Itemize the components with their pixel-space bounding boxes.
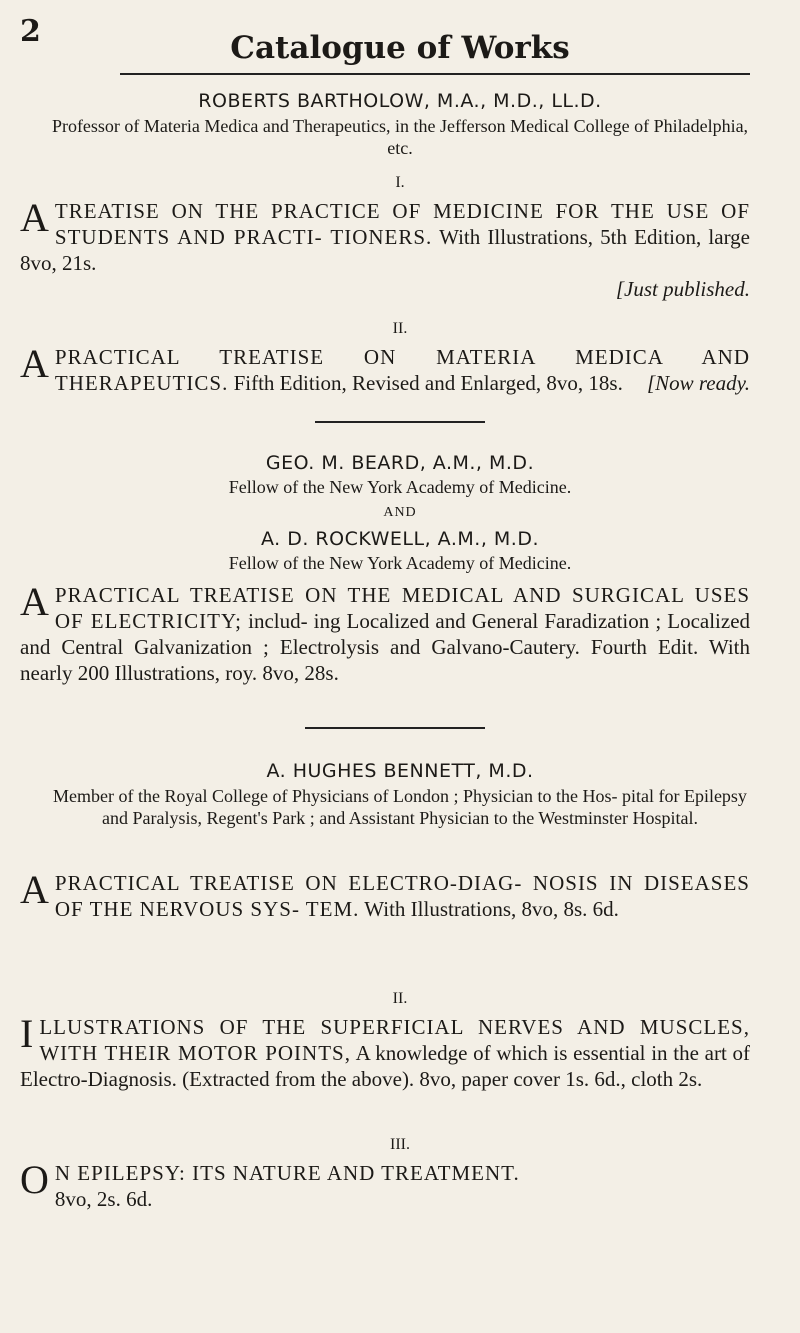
book-details: With Illustrations, 8vo, 8s. 6d. [364,897,619,921]
book-entry [20,867,750,922]
book-details: A knowledge of which is essential in the art of Electro-Diagnosis. (Extracted from the above). 8vo, paper cover 1s. 6d., cloth 2s. [20,1041,751,1091]
book-status: [Just published. [615,277,750,301]
book-details: Fifth Edition, Revised and Enlarged, 8vo, 18s. [233,371,623,395]
item-number: II. [392,320,408,337]
book-entry [20,1157,750,1212]
affiliation-bennett: Member of the Royal College of Physicians of London ; Physician to the Hos- pital for Epilepsy and Paralysis, Regent's Park ; and Assistant Physician to the Westminster Hospital. [53,786,747,828]
drop-cap: A [20,579,49,624]
drop-cap: I [20,1011,34,1056]
book-status: [Now ready. [646,371,750,395]
author-beard: GEO. M. BEARD, A.M., M.D. [265,452,535,474]
book-entry [20,195,751,302]
author-rockwell: A. D. ROCKWELL, A.M., M.D. [260,528,540,550]
conjunction: AND [383,505,417,520]
page-title: Catalogue of Works [230,30,570,66]
book-title: PRACTICAL TREATISE ON THE MEDICAL AND SURGICAL USES OF ELECTRICITY; [54,583,750,633]
section-divider [315,421,485,423]
page-number: 2 [20,14,41,49]
book-details: With Illustrations, 5th Edition, large 8vo, 21s. [20,225,751,275]
book-entry [20,341,750,396]
affiliation-bartholow: Professor of Materia Medica and Therapeutics, in the Jefferson Medical College of Philadelphia, etc. [51,116,749,158]
drop-cap: A [20,195,49,240]
book-title: LLUSTRATIONS OF THE SUPERFICIAL NERVES AND MUSCLES, WITH THEIR MOTOR POINTS, [39,1015,750,1065]
item-number: I. [395,174,405,191]
book-title: TREATISE ON THE PRACTICE OF MEDICINE FOR THE USE OF STUDENTS AND PRACTI- TIONERS. [54,199,750,249]
author-bartholow: ROBERTS BARTHOLOW, M.A., M.D., LL.D. [198,90,602,112]
drop-cap: O [20,1157,49,1202]
section-divider [305,727,485,729]
drop-cap: A [20,341,49,386]
author-bennett: A. HUGHES BENNETT, M.D. [266,760,534,782]
affiliation-rockwell: Fellow of the New York Academy of Medicine. [228,553,572,573]
book-details: 8vo, 2s. 6d. [54,1187,153,1211]
book-details: includ- ing Localized and General Faradization ; Localized and Central Galvanization ; Electrolysis and Galvano-Cautery. Fourth Edit. With nearly 200 Illustrations, roy. 8vo, 28s. [20,609,751,685]
item-number: II. [392,990,408,1007]
drop-cap: A [20,867,49,912]
item-number: III. [390,1136,410,1153]
book-title: PRACTICAL TREATISE ON ELECTRO-DIAG- NOSIS IN DISEASES OF THE NERVOUS SYS- TEM. [54,871,750,921]
affiliation-beard: Fellow of the New York Academy of Medicine. [228,477,572,497]
book-entry [20,1011,751,1092]
header-rule [120,73,750,75]
book-entry [20,579,751,686]
book-title: N EPILEPSY: ITS NATURE AND TREATMENT. [54,1161,520,1185]
book-title: PRACTICAL TREATISE ON MATERIA MEDICA AND THERAPEUTICS. [54,345,750,395]
